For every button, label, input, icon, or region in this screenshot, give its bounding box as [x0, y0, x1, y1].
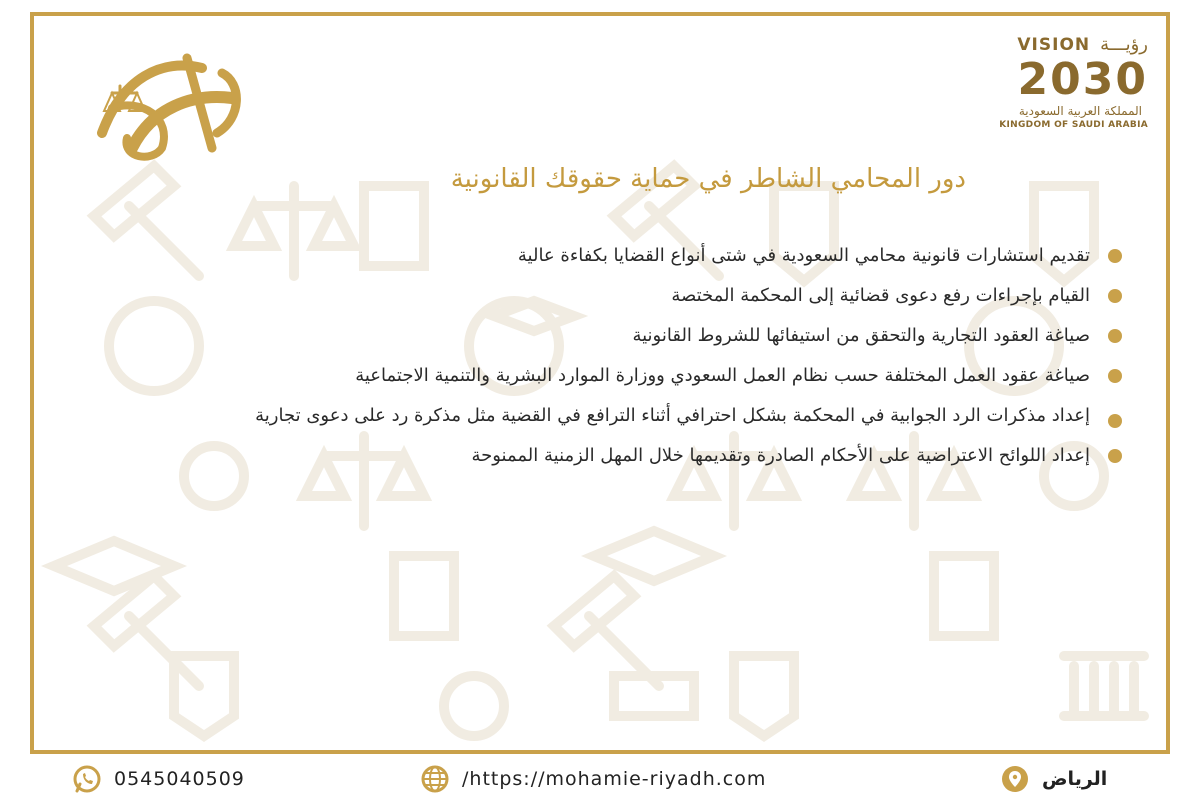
vision-kingdom-ar: المملكة العربية السعودية: [1018, 104, 1142, 118]
footer-location: [1000, 764, 1107, 794]
list-item: [50, 276, 1130, 316]
bullet-dot-icon: [1108, 289, 1122, 303]
list-item: [50, 356, 1130, 396]
whatsapp-icon: [72, 764, 102, 794]
vision-label-en: VISION: [1017, 34, 1091, 55]
list-item: [50, 236, 1130, 276]
content-frame: [30, 12, 1170, 754]
bullet-dot-icon: [1108, 369, 1122, 383]
list-item: [50, 396, 1130, 436]
list-item-text: تقديم استشارات قانونية محامي السعودية في شتى أنواع القضايا بكفاءة عالية: [517, 245, 1090, 266]
list-item-text: إعداد مذكرات الرد الجوابية في المحكمة بشكل احترافي أثناء الترافع في القضية مثل مذكرة رد على دعوى تجارية: [255, 405, 1090, 426]
location-pin-icon: [1000, 764, 1030, 794]
website-url: /https://mohamie-riyadh.com: [462, 768, 767, 790]
list-item-text: صياغة العقود التجارية والتحقق من استيفائها للشروط القانونية: [632, 325, 1090, 346]
footer-bar: [0, 754, 1200, 800]
vision-2030-logo: [978, 34, 1148, 134]
list-item: [50, 436, 1130, 476]
phone-number: 0545040509: [114, 768, 245, 790]
vision-label: [1017, 34, 1148, 55]
list-item: [50, 316, 1130, 356]
footer-phone[interactable]: [72, 764, 245, 794]
services-list: [50, 236, 1130, 476]
bullet-dot-icon: [1108, 249, 1122, 263]
page-title: دور المحامي الشاطر في حماية حقوقك القانونية: [450, 164, 966, 194]
list-item-text: القيام بإجراءات رفع دعوى قضائية إلى المحكمة المختصة: [671, 285, 1090, 306]
vision-label-ar: رؤيـــة: [1100, 34, 1148, 55]
list-item-text: صياغة عقود العمل المختلفة حسب نظام العمل السعودي ووزارة الموارد البشرية والتنمية الاجتماعية: [355, 365, 1090, 386]
list-item-text: إعداد اللوائح الاعتراضية على الأحكام الصادرة وتقديمها خلال المهل الزمنية الممنوحة: [471, 445, 1090, 466]
bullet-dot-icon: [1108, 329, 1122, 343]
city-name: الرياض: [1042, 768, 1108, 790]
footer-website[interactable]: [420, 764, 766, 794]
bullet-dot-icon: [1108, 449, 1122, 463]
vision-year: 2030: [1017, 54, 1148, 105]
vision-kingdom-en: KINGDOM OF SAUDI ARABIA: [999, 120, 1148, 130]
globe-icon: [420, 764, 450, 794]
bullet-dot-icon: [1108, 414, 1122, 428]
calligraphy-logo-icon: [92, 38, 252, 168]
